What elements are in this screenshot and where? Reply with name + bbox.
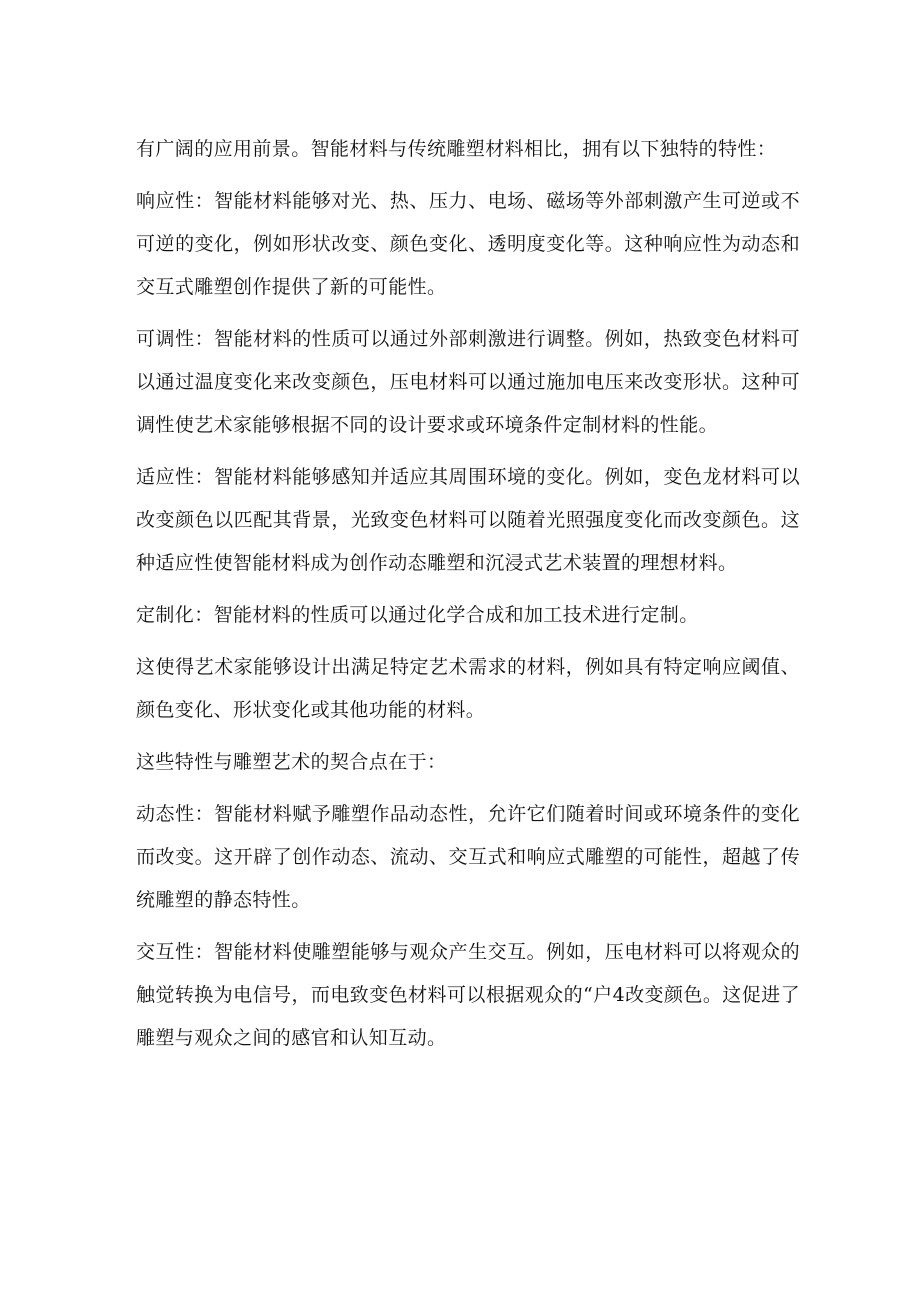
paragraph-fit-points-intro: 这些特性与雕塑艺术的契合点在于： [136, 751, 447, 773]
paragraph-responsiveness: 响应性：智能材料能够对光、热、压力、电场、磁场等外部刺激产生可逆或不可逆的变化，例如形状改变、颜色变化、透明度变化等。这种响应性为动态和交互式雕塑创作提供了新的可能性。 [136, 190, 800, 298]
paragraph-customization-detail: 这使得艺术家能够设计出满足特定艺术需求的材料，例如具有特定响应阈值、颜色变化、形状变化或其他功能的材料。 [136, 656, 800, 721]
paragraph-tunability: 可调性：智能材料的性质可以通过外部刺激进行调整。例如，热致变色材料可以通过温度变化来改变颜色，压电材料可以通过施加电压来改变形状。这种可调性使艺术家能够根据不同的设计要求或环境条件定制材料的性能。 [136, 328, 800, 436]
paragraph-dynamism: 动态性：智能材料赋予雕塑作品动态性，允许它们随着时间或环境条件的变化而改变。这开辟了创作动态、流动、交互式和响应式雕塑的可能性，超越了传统雕塑的静态特性。 [136, 803, 800, 911]
paragraph-interactivity: 交互性：智能材料使雕塑能够与观众产生交互。例如，压电材料可以将观众的触觉转换为电信号，而电致变色材料可以根据观众的“户4改变颜色。这促进了雕塑与观众之间的感官和认知互动。 [136, 941, 800, 1049]
paragraph-application-prospects: 有广阔的应用前景。智能材料与传统雕塑材料相比，拥有以下独特的特性： [136, 138, 777, 160]
paragraph-adaptability: 适应性：智能材料能够感知并适应其周围环境的变化。例如，变色龙材料可以改变颜色以匹配其背景，光致变色材料可以随着光照强度变化而改变颜色。这种适应性使智能材料成为创作动态雕塑和沉浸式艺术装置的理想材料。 [136, 466, 800, 574]
paragraph-customization: 定制化：智能材料的性质可以通过化学合成和加工技术进行定制。 [136, 604, 699, 626]
document-page [136, 128, 800, 1069]
